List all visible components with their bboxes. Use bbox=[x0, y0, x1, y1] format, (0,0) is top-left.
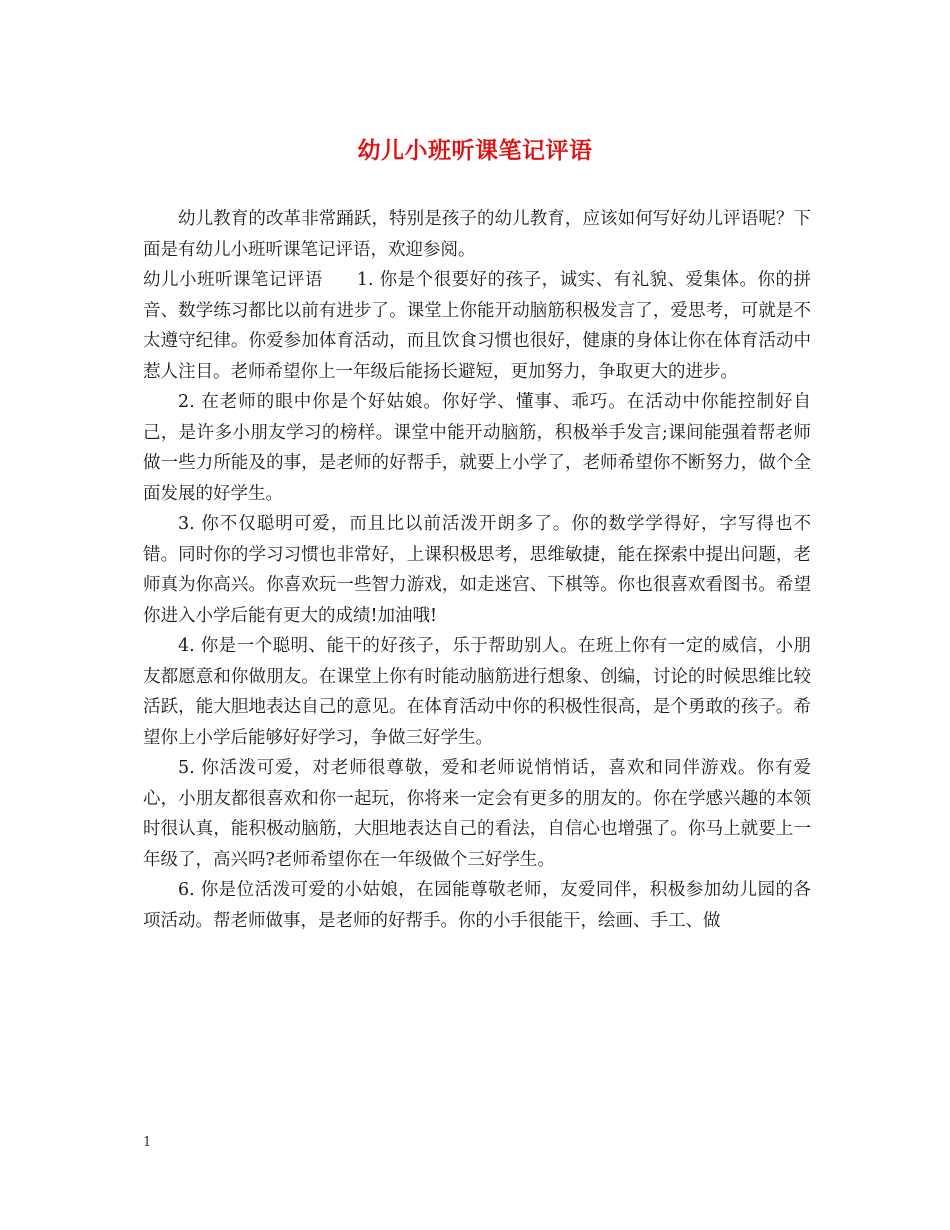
paragraph-6: 6. 你是位活泼可爱的小姑娘，在园能尊敬老师，友爱同伴，积极参加幼儿园的各项活动。帮老师做事，是老师的好帮手。你的小手很能干，绘画、手工、做 bbox=[143, 880, 811, 931]
page-number: 1 bbox=[143, 1135, 152, 1150]
document-body bbox=[143, 204, 811, 936]
paragraph-3: 3. 你不仅聪明可爱，而且比以前活泼开朗多了。你的数学学得好，字写得也不错。同时你的学习习惯也非常好，上课积极思考，思维敏捷，能在探索中提出问题，老师真为你高兴。你喜欢玩一些智力游戏，如走迷宫、下棋等。你也很喜欢看图书。希望你进入小学后能有更大的成绩!加油哦! bbox=[143, 514, 811, 626]
paragraph-1 bbox=[143, 265, 811, 387]
intro-paragraph: 幼儿教育的改革非常踊跃，特别是孩子的幼儿教育，应该如何写好幼儿评语呢？下面是有幼儿小班听课笔记评语，欢迎参阅。 bbox=[143, 209, 811, 260]
page-title: 幼儿小班听课笔记评语 bbox=[357, 137, 593, 164]
paragraph-2: 2. 在老师的眼中你是个好姑娘。你好学、懂事、乖巧。在活动中你能控制好自己，是许多小朋友学习的榜样。课堂中能开动脑筋，积极举手发言;课间能强着帮老师做一些力所能及的事，是老师的好帮手，就要上小学了，老师希望你不断努力，做个全面发展的好学生。 bbox=[143, 392, 811, 504]
paragraph-1-text: 1. 你是个很要好的孩子，诚实、有礼貌、爱集体。你的拼音、数学练习都比以前有进步了。课堂上你能开动脑筋积极发言了，爱思考，可就是不太遵守纪律。你爱参加体育活动，而且饮食习惯也很好，健康的身体让你在体育活动中惹人注目。老师希望你上一年级后能扬长避短，更加努力，争取更大的进步。 bbox=[143, 270, 811, 382]
paragraph-4: 4. 你是一个聪明、能干的好孩子，乐于帮助别人。在班上你有一定的威信，小朋友都愿意和你做朋友。在课堂上你有时能动脑筋进行想象、创编，讨论的时候思维比较活跃，能大胆地表达自己的意见。在体育活动中你的积极性很高，是个勇敢的孩子。希望你上小学后能够好好学习，争做三好学生。 bbox=[143, 636, 811, 748]
paragraph-5: 5. 你活泼可爱，对老师很尊敬，爱和老师说悄悄话，喜欢和同伴游戏。你有爱心，小朋友都很喜欢和你一起玩，你将来一定会有更多的朋友的。你在学感兴趣的本领时很认真，能积极动脑筋，大胆地表达自己的看法，自信心也增强了。你马上就要上一年级了，高兴吗?老师希望你在一年级做个三好学生。 bbox=[143, 758, 811, 870]
section-heading: 幼儿小班听课笔记评语 bbox=[143, 270, 323, 290]
